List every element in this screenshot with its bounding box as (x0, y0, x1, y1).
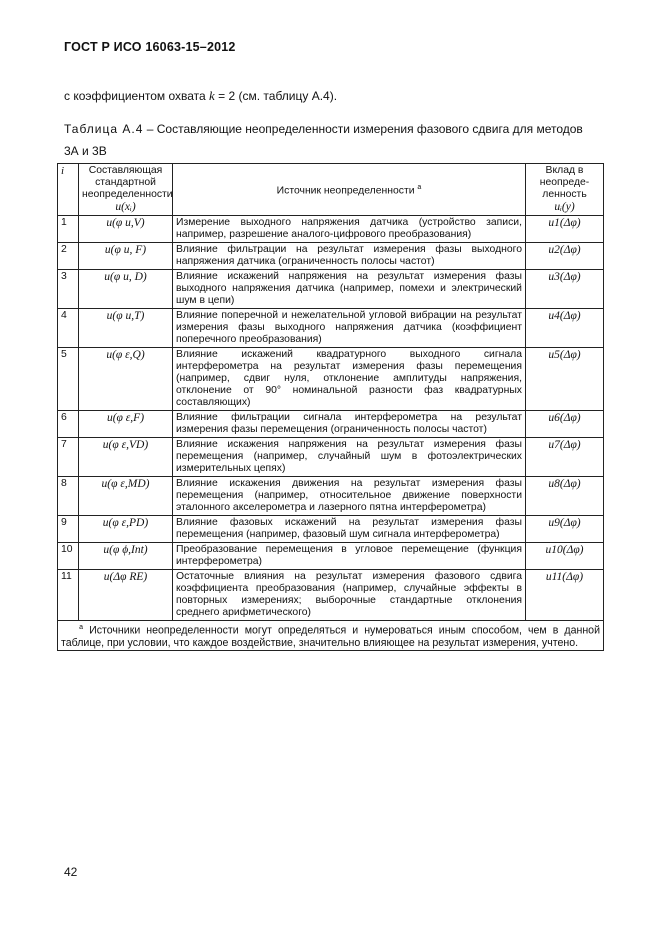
page-number: 42 (64, 865, 78, 879)
row-component: u(φ u, F) (79, 243, 173, 270)
document-header: ГОСТ Р ИСО 16063-15–2012 (64, 40, 236, 54)
table-row (58, 477, 604, 516)
row-index: 9 (58, 516, 79, 543)
row-source: Измерение выходного напряжения датчика (устройство записи, например, разрешение аналого-цифрового преобразования) (173, 216, 526, 243)
row-component: u(φ ε,F) (79, 411, 173, 438)
row-source: Влияние фильтрации на результат измерения фазы выходного напряжения датчика (ограниченность полосы частот) (173, 243, 526, 270)
header-contribution: Вклад в неопреде-ленность uᵢ(y) (526, 164, 604, 216)
table-row (58, 438, 604, 477)
row-index: 1 (58, 216, 79, 243)
row-component: u(φ ε,VD) (79, 438, 173, 477)
row-source: Влияние фазовых искажений на результат измерения фазы перемещения (например, фазовый шум сигнала интерферометра) (173, 516, 526, 543)
table-footnote-row (58, 621, 604, 651)
table-row (58, 570, 604, 621)
row-contribution: u2(Δφ) (526, 243, 604, 270)
row-component: u(φ u, D) (79, 270, 173, 309)
table-header-row (58, 164, 604, 216)
row-contribution: u5(Δφ) (526, 348, 604, 411)
header-source: Источник неопределенности $^а$ (173, 164, 526, 216)
table-row (58, 516, 604, 543)
row-component: u(φ ε,PD) (79, 516, 173, 543)
row-index: 2 (58, 243, 79, 270)
row-component: u(φ u,T) (79, 309, 173, 348)
row-contribution: u8(Δφ) (526, 477, 604, 516)
table-row (58, 543, 604, 570)
row-index: 5 (58, 348, 79, 411)
row-contribution: u3(Δφ) (526, 270, 604, 309)
row-index: 4 (58, 309, 79, 348)
table-row (58, 216, 604, 243)
row-source: Остаточные влияния на результат измерения фазового сдвига коэффициента преобразования (например, случайные эффекты в повторных измерениях; выборочные стандартные отклонения среднего арифметического) (173, 570, 526, 621)
table-row (58, 411, 604, 438)
row-contribution: u4(Δφ) (526, 309, 604, 348)
uncertainty-table (57, 163, 604, 651)
table-row (58, 270, 604, 309)
header-component: Составляющая стандартной неопределенности u(xᵢ) (79, 164, 173, 216)
row-component: u(φ u,V) (79, 216, 173, 243)
row-index: 3 (58, 270, 79, 309)
row-contribution: u9(Δφ) (526, 516, 604, 543)
row-source: Влияние искажения напряжения на результат измерения фазы перемещения (например, случайный шум в фотоэлектрических измерительных цепях) (173, 438, 526, 477)
row-index: 7 (58, 438, 79, 477)
table-row (58, 309, 604, 348)
row-index: 10 (58, 543, 79, 570)
row-contribution: u10(Δφ) (526, 543, 604, 570)
row-contribution: u6(Δφ) (526, 411, 604, 438)
row-component: u(φ ϕ,Int) (79, 543, 173, 570)
row-source: Влияние фильтрации сигнала интерферометра на результат измерения фазы перемещения (ограниченность полосы частот) (173, 411, 526, 438)
table-row (58, 243, 604, 270)
table-row (58, 348, 604, 411)
row-source: Преобразование перемещения в угловое перемещение (функция интерферометра) (173, 543, 526, 570)
row-source: Влияние искажения движения на результат измерения фазы перемещения (например, относительное движение поверхности эталонного акселерометра и лазерного пятна интерферометра) (173, 477, 526, 516)
row-index: 11 (58, 570, 79, 621)
row-contribution: u7(Δφ) (526, 438, 604, 477)
row-index: 6 (58, 411, 79, 438)
row-contribution: u1(Δφ) (526, 216, 604, 243)
row-source: Влияние поперечной и нежелательной угловой вибрации на результат измерения фазы выходного напряжения датчика (коэффициент поперечного преобразования) (173, 309, 526, 348)
header-index: i (58, 164, 79, 216)
row-component: u(Δφ RE) (79, 570, 173, 621)
row-component: u(φ ε,Q) (79, 348, 173, 411)
row-source: Влияние искажений напряжения на результат измерения фазы выходного напряжения датчика (например, помехи и электрический шум в цепи) (173, 270, 526, 309)
row-component: u(φ ε,MD) (79, 477, 173, 516)
intro-text: с коэффициентом охвата k = 2 (см. таблицу А.4). (64, 88, 338, 103)
table-caption: Таблица А.4 – Составляющие неопределенности измерения фазового сдвига для методов 3А и 3В (64, 122, 583, 158)
row-source: Влияние искажений квадратурного выходного сигнала интерферометра на результат измерения фазы перемещения (например, сдвиг нуля, отклонение амплитуды напряжения, отклонение от 90° номинальной разности фаз квадратурных составляющих) (173, 348, 526, 411)
table-footnote: $^а$ Источники неопределенности могут определяться и нумероваться иным способом, чем в данной таблице, при условии, что каждое воздействие, значительно влияющее на результат измерения, учтено. (58, 621, 604, 651)
row-index: 8 (58, 477, 79, 516)
row-contribution: u11(Δφ) (526, 570, 604, 621)
